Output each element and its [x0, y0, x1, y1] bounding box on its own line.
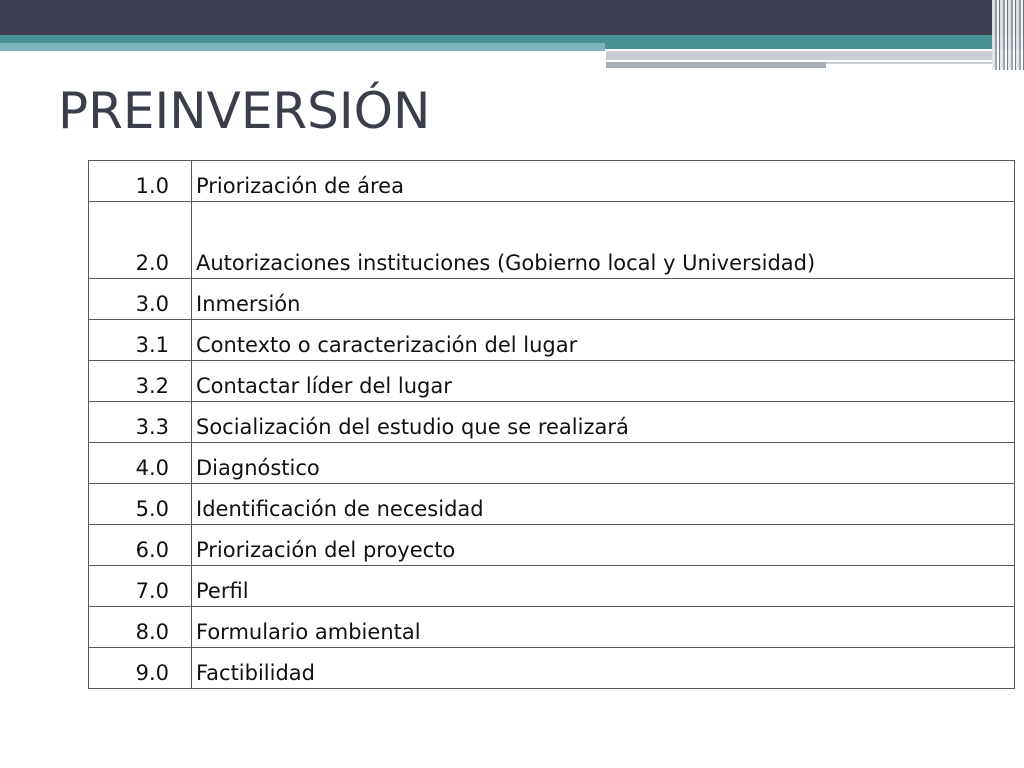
table-row — [89, 525, 1015, 566]
table-row — [89, 279, 1015, 320]
header-band-grey — [606, 51, 996, 60]
slide-title: PREINVERSIÓN — [58, 82, 431, 140]
row-description: Priorización del proyecto — [192, 525, 1015, 566]
row-number: 3.2 — [89, 361, 192, 402]
row-description: Formulario ambiental — [192, 607, 1015, 648]
row-description: Inmersión — [192, 279, 1015, 320]
header-stripes-decoration — [992, 0, 1024, 70]
row-number: 2.0 — [89, 202, 192, 279]
row-description: Diagnóstico — [192, 443, 1015, 484]
row-description: Priorización de área — [192, 161, 1015, 202]
table-row — [89, 402, 1015, 443]
row-description: Perfil — [192, 566, 1015, 607]
row-description: Contexto o caracterización del lugar — [192, 320, 1015, 361]
row-description: Identificación de necesidad — [192, 484, 1015, 525]
header-band-grey-thin — [606, 62, 826, 68]
table-row — [89, 161, 1015, 202]
row-number: 4.0 — [89, 443, 192, 484]
row-description: Autorizaciones instituciones (Gobierno local y Universidad) — [192, 202, 1015, 279]
table-row — [89, 443, 1015, 484]
table-row — [89, 361, 1015, 402]
items-table — [88, 160, 1015, 689]
table-row — [89, 484, 1015, 525]
table-row — [89, 320, 1015, 361]
table-row — [89, 648, 1015, 689]
row-number: 7.0 — [89, 566, 192, 607]
table-row — [89, 202, 1015, 279]
header-band-dark — [0, 0, 1024, 35]
row-number: 1.0 — [89, 161, 192, 202]
row-description: Contactar líder del lugar — [192, 361, 1015, 402]
table-row — [89, 607, 1015, 648]
row-number: 6.0 — [89, 525, 192, 566]
row-number: 5.0 — [89, 484, 192, 525]
header-band-grey-line — [826, 62, 996, 64]
row-description: Socialización del estudio que se realizará — [192, 402, 1015, 443]
row-number: 9.0 — [89, 648, 192, 689]
row-description: Factibilidad — [192, 648, 1015, 689]
row-number: 3.1 — [89, 320, 192, 361]
row-number: 8.0 — [89, 607, 192, 648]
table-row — [89, 566, 1015, 607]
row-number: 3.0 — [89, 279, 192, 320]
header-band-teal-light — [0, 43, 605, 51]
row-number: 3.3 — [89, 402, 192, 443]
